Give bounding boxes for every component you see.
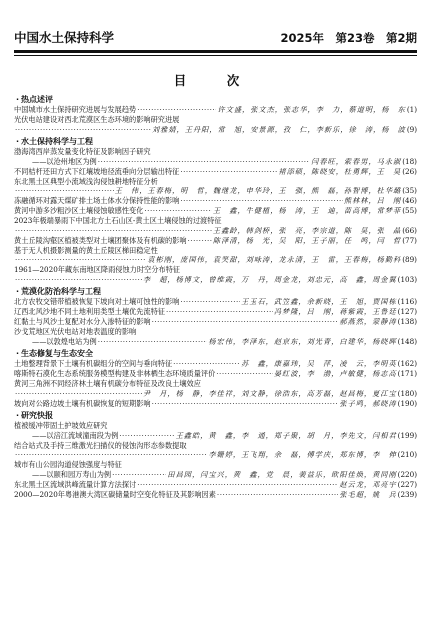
article-line xyxy=(14,206,417,216)
page-number: (116) xyxy=(397,297,417,306)
article-authors: 袁彬刚，庞国伟，袁笑甜，刘咏涛，龙永清，王 雷，王春梅，杨勤科 xyxy=(147,255,402,264)
toc-entry xyxy=(14,115,417,134)
page-number: (55) xyxy=(402,206,417,215)
dot-leader xyxy=(152,399,339,409)
article-authors: 李姗婷，王飞翔，余 磊，傅学庆，郑东博，李 伸 xyxy=(208,450,397,459)
dot-leader xyxy=(166,307,273,317)
article-title-text: 不同桔杆还田方式下红壤坡地径流垂向分层输出特征 xyxy=(14,166,180,176)
article-title-text: 结合站式及手持三维激光扫描仪的侵蚀沟形态参数提取 xyxy=(14,440,187,450)
section-name: 荒漠化防治科学与工程 xyxy=(21,287,102,296)
page-number: (199) xyxy=(397,430,417,440)
toc-entry xyxy=(14,216,417,235)
dot-leader xyxy=(217,490,338,500)
dot-leader xyxy=(15,125,151,135)
article-authors: 苏 鑫，康嘉玮，吴 萍，凌 云，李明英 xyxy=(241,359,397,368)
section-heading xyxy=(14,410,417,421)
article-title-text: 喀斯特石漠化生态系统服务模型构建及非林栖生态环境质量评价 xyxy=(14,369,216,378)
article-title-text: 东北黑土区典型小流域浅沟侵蚀耕地特征分析 xyxy=(14,176,158,186)
article-title-text: 北方农牧交错带植被恢复下坡向对土壤可蚀性的影响 xyxy=(14,297,180,306)
article-authors: 王玉石，武笠鑫，余新晓，王 旭，贾国栋 xyxy=(241,297,397,306)
article-authors: 陈泽清，杨 光，吴 阳，王子丽，任 鸣，闫 哲 xyxy=(212,235,402,245)
article-authors: 田昌园，闫宝兴，黄 鑫，党 晨，裴益乐，欧阳佳焕，黄同刚 xyxy=(167,469,397,479)
section-bullet: · xyxy=(16,411,20,420)
toc-entry xyxy=(14,206,417,216)
article-title-text: 辽西北风沙地不同土地利用类型土壤优先流特征 xyxy=(14,307,165,316)
table-of-contents xyxy=(14,92,417,500)
journal-header xyxy=(14,28,417,44)
page-number: (26) xyxy=(402,166,417,176)
article-title-text: ——以颐和园万寿山为例 xyxy=(32,469,112,479)
article-line xyxy=(14,480,417,490)
article-line xyxy=(14,196,417,206)
article-authors: 刘雅婧，王丹阳，常 旭，安景源，孜 仁，李新乐，徐 涛，杨 波 xyxy=(151,124,406,134)
article-authors: 尹 月，杨 静，李佳祥，刘文静，徐浩东，高芳磊，赵昌梅，夏江宝 xyxy=(142,388,397,398)
dot-leader xyxy=(15,275,142,285)
article-line xyxy=(14,307,417,317)
author-line xyxy=(14,255,417,265)
toc-entry xyxy=(14,327,417,346)
toc-entry xyxy=(14,490,417,500)
article-title-text: 土地整理背景下土壤有机碳组分的空间与垂向特征 xyxy=(14,359,173,368)
article-line xyxy=(14,337,417,347)
article-line xyxy=(14,359,417,369)
article-title-text: 2023年极端暴雨下中国北方土石山区-黄土区土壤侵蚀的过渡特征 xyxy=(14,216,222,225)
page-number: (46) xyxy=(402,196,417,205)
article-line xyxy=(14,379,417,389)
article-title-text: 城市有山公园沟道侵蚀强度与特征 xyxy=(14,460,122,469)
dot-leader xyxy=(98,157,310,167)
article-line xyxy=(14,431,417,441)
article-title-text: 中国城市水土保持研究进展与发展趋势 xyxy=(14,105,137,114)
toc-entry xyxy=(14,369,417,379)
article-authors: 王 伟，王春梅，明 哲，魏继龙，申华玲，王 强，熊 磊，孙智博，杜华璐 xyxy=(114,186,402,195)
issue-info: 2025年 第23卷 第2期 xyxy=(280,31,417,45)
section-bullet: · xyxy=(16,137,20,146)
dot-leader xyxy=(173,359,240,369)
dot-leader xyxy=(188,236,212,246)
page-number: (210) xyxy=(397,450,417,459)
article-line xyxy=(14,115,417,125)
article-authors: 郝燕然，蒙静涛 xyxy=(339,317,397,326)
toc-entry xyxy=(14,317,417,327)
header-rule-thin xyxy=(14,55,417,56)
section-bullet: · xyxy=(16,349,20,358)
article-title-text: 东北黑土区流域洪峰流量计算方法探讨 xyxy=(14,479,137,489)
page-number: (77) xyxy=(402,235,417,245)
page-number: (18) xyxy=(402,156,417,166)
article-authors: 王鑫龄，韩剑桥，张 亮，李宗道，陈 昊，张 晶 xyxy=(212,225,402,235)
section-name: 生态修复与生态安全 xyxy=(21,349,94,358)
article-title xyxy=(14,460,417,470)
dot-leader xyxy=(216,369,273,379)
section-name: 研究快报 xyxy=(21,411,54,420)
article-line xyxy=(14,265,417,275)
author-line xyxy=(14,186,417,196)
article-line xyxy=(14,105,417,115)
dot-leader xyxy=(152,317,339,327)
dot-leader xyxy=(15,450,207,460)
article-line xyxy=(14,167,417,177)
toc-entry xyxy=(14,167,417,177)
dot-leader xyxy=(180,196,343,206)
page-number: (171) xyxy=(397,369,417,378)
section-name: 水土保持科学与工程 xyxy=(21,137,94,146)
article-title-text: 黄土丘陵沟壑区植被类型对土壤团聚体及有机碳的影响 xyxy=(14,235,187,245)
article-authors: 王鑫皓，黄 鑫，李 通，郑子聚，胡 月，李先文，闫相君 xyxy=(175,430,397,440)
article-title-text: 黄河中游多沙粗沙区土壤侵蚀敏感性变化 xyxy=(14,206,144,215)
page-number: (35) xyxy=(402,186,417,195)
article-title-text: 红黏土与风沙土复配对水分入渗特征的影响 xyxy=(14,317,151,326)
toc-entry xyxy=(14,441,417,460)
article-authors: 许文盛，张文杰，张志华，李 力，蔡道明，杨 东 xyxy=(217,105,406,114)
toc-entry xyxy=(14,421,417,440)
article-title-text: 植被缓冲带固土护坡效应研究 xyxy=(14,421,108,430)
article-line xyxy=(14,246,417,256)
article-line xyxy=(14,297,417,307)
article-authors: 杨宏伟，李泽东，赵京东，刘光青，白建华，杨晓晖 xyxy=(208,336,397,346)
author-line xyxy=(14,125,417,135)
section-heading xyxy=(14,94,417,105)
page-number: (103) xyxy=(397,274,417,284)
toc-entry xyxy=(14,265,417,284)
article-title xyxy=(14,327,417,337)
article-title-text: 冻融循环对露天煤矿排土场土体水分保持性能的影响 xyxy=(14,196,180,205)
page-number: (180) xyxy=(397,388,417,398)
article-line xyxy=(14,470,417,480)
page-number: (239) xyxy=(397,489,417,499)
article-title-text: 沙戈荒地区光伏电站对地表温度的影响 xyxy=(14,327,137,336)
article-line xyxy=(14,369,417,379)
article-title-text: 黄河三角洲不同经济林土壤有机碳分布特征及改良土壤效应 xyxy=(14,379,201,388)
toc-entry xyxy=(14,379,417,398)
header-rule-thick xyxy=(14,50,417,53)
dot-leader xyxy=(180,167,277,177)
article-title-text: 渤海湾西岸蒸发量变化特征及影响因子研究 xyxy=(14,147,151,156)
page-number: (190) xyxy=(397,398,417,408)
toc-entry xyxy=(14,480,417,490)
toc-entry xyxy=(14,196,417,206)
page-number: (127) xyxy=(397,307,417,316)
dot-leader xyxy=(180,297,240,307)
article-title-text: 基于无人机摄影测量的黄土丘陵区梯田稳定性 xyxy=(14,245,158,255)
article-line xyxy=(14,216,417,226)
article-title-text: ——以沧州地区为例 xyxy=(32,156,97,166)
article-authors: 冯梦隆，吕 刚，蒋紫霞，王鲁廷 xyxy=(273,307,397,316)
page-number: (162) xyxy=(397,359,417,368)
page-number: (220) xyxy=(397,469,417,479)
toc-title: 目 次 xyxy=(173,73,254,88)
toc-entry xyxy=(14,359,417,369)
toc-entry xyxy=(14,399,417,409)
article-line xyxy=(14,441,417,451)
section-heading xyxy=(14,286,417,297)
article-authors: 王 鑫，牛健植，杨 涛，王 迪，苗高博，常梦菲 xyxy=(212,206,402,215)
dot-leader xyxy=(119,431,174,441)
dot-leader xyxy=(15,255,146,265)
dot-leader xyxy=(137,480,338,490)
article-authors: 张毛超，姚 兵 xyxy=(339,489,397,499)
toc-entry xyxy=(14,297,417,307)
dot-leader xyxy=(15,389,142,399)
article-line xyxy=(14,177,417,187)
article-line xyxy=(14,317,417,327)
toc-entry xyxy=(14,177,417,196)
article-title-text: 坡向对公路边坡土壤有机碳恢复的短期影响 xyxy=(14,398,151,408)
section-heading xyxy=(14,348,417,359)
dot-leader xyxy=(112,470,166,480)
dot-leader xyxy=(137,105,216,115)
toc-entry xyxy=(14,147,417,166)
article-line xyxy=(14,399,417,409)
section-heading xyxy=(14,136,417,147)
dot-leader xyxy=(15,186,114,196)
article-authors: 熊林林，吕 刚 xyxy=(343,196,402,205)
article-title-text: 2000—2020年粤港澳大湾区碳储量时空变化特征及其影响因素 xyxy=(14,489,216,499)
dot-leader xyxy=(98,337,208,347)
page-number: (66) xyxy=(402,225,417,235)
author-line xyxy=(14,226,417,236)
page-number: (9) xyxy=(406,124,417,134)
section-name: 热点述评 xyxy=(21,95,54,104)
article-authors: 赵云龙，邓亮宇 xyxy=(339,479,397,489)
article-title-text: ——以敦煌电站为例 xyxy=(32,336,97,346)
article-title xyxy=(14,147,417,157)
author-line xyxy=(14,450,417,460)
section-bullet: · xyxy=(16,287,20,296)
author-line xyxy=(14,389,417,399)
article-line xyxy=(14,157,417,167)
dot-leader xyxy=(144,206,212,216)
toc-entry xyxy=(14,307,417,317)
article-authors: 褚添硕，陈晓安，杜勇辉，王 昊 xyxy=(278,166,402,176)
article-authors: 闫春旺，索春男，马永淑 xyxy=(311,156,402,166)
journal-title: 中国水土保持科学 xyxy=(14,30,115,45)
toc-entry xyxy=(14,246,417,265)
article-authors: 李 超，杨博文，曾维霞，万 丹，周金龙，刘忠元，高 鑫，周金翼 xyxy=(142,274,397,284)
page-number: (227) xyxy=(397,479,417,489)
article-title-text: ——以涪江流域潼南段为例 xyxy=(32,430,119,440)
section-bullet: · xyxy=(16,95,20,104)
dot-leader xyxy=(15,226,212,236)
article-line xyxy=(14,236,417,246)
article-authors: 张子鸣，郝晓涛 xyxy=(339,398,397,408)
article-authors: 晏红波，李 渤，卢敏健，杨志高 xyxy=(273,369,397,378)
author-line xyxy=(14,275,417,285)
article-title-text: 1961—2020年藏东南地区降雨侵蚀力时空分布特征 xyxy=(14,265,180,274)
article-line xyxy=(14,490,417,500)
page-number: (1) xyxy=(406,105,417,114)
article-title-text: 光伏电站建设对西北荒漠区生态环境的影响研究进展 xyxy=(14,115,180,124)
toc-entry xyxy=(14,460,417,479)
page-number: (148) xyxy=(397,336,417,346)
toc-entry xyxy=(14,236,417,246)
page-number: (89) xyxy=(402,255,417,264)
toc-entry xyxy=(14,105,417,115)
article-title xyxy=(14,421,417,431)
page-number: (138) xyxy=(397,317,417,326)
